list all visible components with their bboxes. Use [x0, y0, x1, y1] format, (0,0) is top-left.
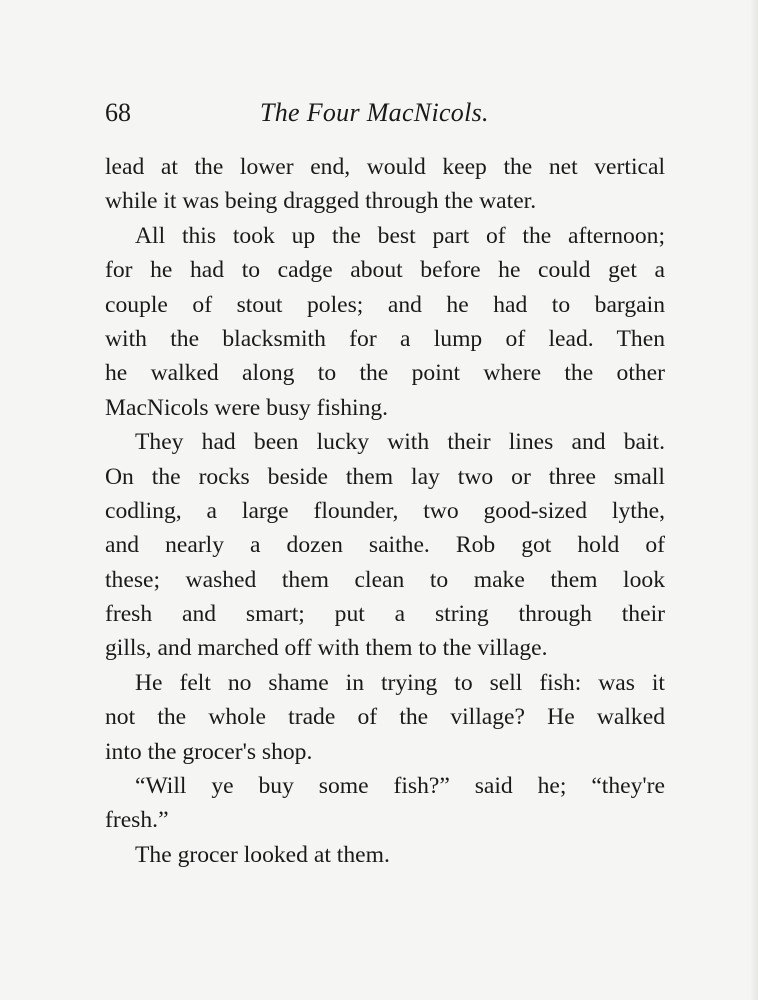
- text-line: gills, and marched off with them to the village.: [105, 635, 548, 662]
- text-line: He felt no shame in trying to sell fish: was it: [135, 669, 665, 696]
- page-edge: [750, 0, 758, 1000]
- text-line: codling, a large flounder, two good-sized lythe,: [105, 497, 665, 524]
- text-line: “Will ye buy some fish?” said he; “they're: [135, 773, 665, 800]
- text-line: On the rocks beside them lay two or three small: [105, 463, 665, 490]
- text-line: The grocer looked at them.: [135, 841, 390, 868]
- text-line: not the whole trade of the village? He walked: [105, 704, 665, 731]
- text-line: into the grocer's shop.: [105, 738, 313, 765]
- text-line: They had been lucky with their lines and bait.: [135, 429, 665, 456]
- text-line: All this took up the best part of the afternoon;: [135, 222, 665, 249]
- page-header: [105, 98, 665, 138]
- running-title: The Four MacNicols.: [260, 98, 489, 127]
- text-line: while it was being dragged through the water.: [105, 188, 537, 215]
- text-line: fresh.”: [105, 807, 169, 834]
- text-line: couple of stout poles; and he had to bargain: [105, 291, 665, 318]
- body-text: [105, 150, 665, 872]
- text-line: MacNicols were busy fishing.: [105, 394, 389, 421]
- page-number: 68: [105, 98, 131, 127]
- text-line: for he had to cadge about before he could get a: [105, 257, 665, 284]
- text-line: he walked along to the point where the other: [105, 360, 665, 387]
- text-line: lead at the lower end, would keep the net vertical: [105, 154, 665, 180]
- text-line: fresh and smart; put a string through their: [105, 601, 665, 628]
- text-line: these; washed them clean to make them look: [105, 566, 665, 593]
- text-line: and nearly a dozen saithe. Rob got hold of: [105, 532, 665, 559]
- text-line: with the blacksmith for a lump of lead. Then: [105, 325, 665, 352]
